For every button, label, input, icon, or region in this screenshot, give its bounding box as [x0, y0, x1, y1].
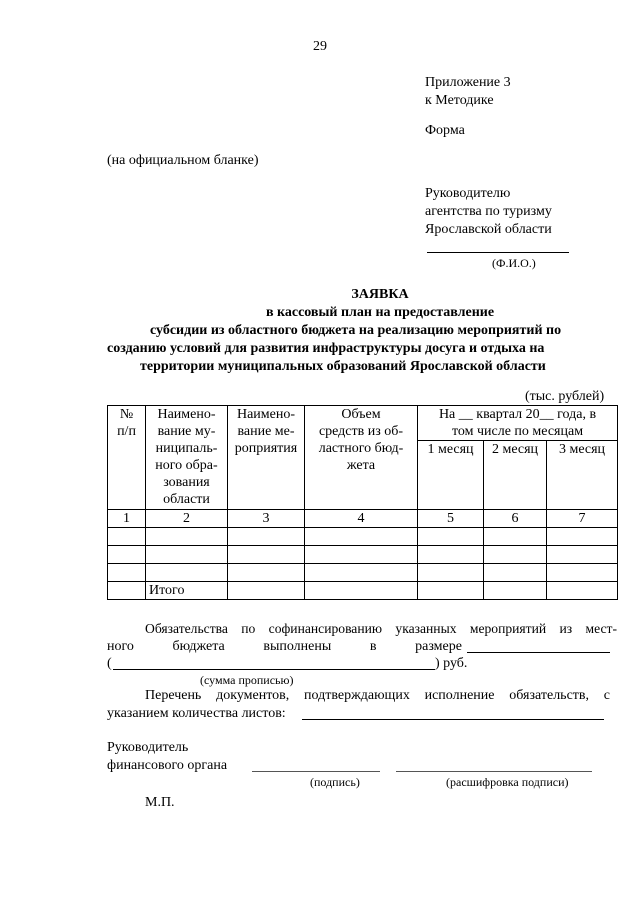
obligations-word: бюджета — [172, 639, 225, 654]
signature-title-line1: Руководитель — [107, 740, 189, 755]
page-number: 29 — [313, 39, 327, 54]
documents-line1: Перечень документов, подтверждающих исполнение обязательств, с — [145, 688, 610, 703]
signature-decode-caption: (расшифровка подписи) — [446, 775, 569, 789]
table-cell[interactable] — [146, 546, 228, 564]
document-heading: ЗАЯВКА — [351, 287, 409, 302]
table-cell[interactable] — [484, 564, 547, 582]
column-number: 5 — [418, 510, 484, 528]
column-number: 1 — [108, 510, 146, 528]
appendix-line2: к Методике — [425, 93, 494, 108]
addressee-line2: агентства по туризму — [425, 204, 552, 219]
signature-line[interactable] — [252, 771, 380, 772]
table-cell[interactable] — [484, 528, 547, 546]
table-cell[interactable] — [108, 528, 146, 546]
obligations-word: в — [369, 639, 377, 654]
title-line2: субсидии из областного бюджета на реализацию мероприятий по — [150, 323, 562, 338]
appendix-line1: Приложение 3 — [425, 75, 511, 90]
signature-caption: (подпись) — [310, 775, 360, 789]
amount-currency: ) руб. — [435, 656, 468, 671]
table-cell[interactable] — [305, 528, 418, 546]
column-number: 2 — [146, 510, 228, 528]
table-cell[interactable] — [418, 546, 484, 564]
table-row — [108, 528, 618, 546]
units-label: (тыс. рублей) — [525, 389, 605, 404]
table-cell[interactable] — [108, 564, 146, 582]
table-cell[interactable] — [228, 528, 305, 546]
table-cell[interactable] — [146, 564, 228, 582]
header-quarter: На __ квартал 20__ года, в том числе по месяцам — [418, 406, 618, 441]
header-number: № п/п — [108, 406, 146, 510]
obligations-word: ного — [107, 639, 134, 654]
table-cell[interactable] — [305, 582, 418, 600]
table-row — [108, 564, 618, 582]
header-month2: 2 месяц — [484, 441, 547, 510]
addressee-line3: Ярославской области — [425, 222, 552, 237]
stamp-label: М.П. — [145, 795, 175, 810]
documents-line2: указанием количества листов: — [107, 706, 286, 721]
obligations-word: размере — [415, 639, 462, 654]
title-line1: в кассовый план на предоставление — [265, 305, 495, 320]
header-month3: 3 месяц — [547, 441, 618, 510]
obligations-line2 — [107, 638, 462, 656]
table-cell[interactable] — [228, 546, 305, 564]
documents-blank[interactable] — [302, 719, 604, 720]
table-cell[interactable] — [547, 582, 618, 600]
header-event: Наимено- вание ме- роприятия — [228, 406, 305, 510]
obligations-line1: Обязательства по софинансированию указанных мероприятий из мест- — [145, 621, 617, 636]
table-cell[interactable] — [146, 528, 228, 546]
signature-title-line2: финансового органа — [107, 758, 228, 773]
header-month1: 1 месяц — [418, 441, 484, 510]
table-cell[interactable] — [108, 582, 146, 600]
table-cell[interactable] — [418, 564, 484, 582]
table-cell[interactable] — [484, 546, 547, 564]
fio-caption: (Ф.И.О.) — [492, 256, 536, 270]
table-cell[interactable] — [547, 546, 618, 564]
column-numbers-row — [108, 510, 618, 528]
table-cell[interactable] — [228, 564, 305, 582]
column-number: 7 — [547, 510, 618, 528]
table-cell[interactable] — [547, 564, 618, 582]
header-municipality: Наимено- вание му- ниципаль- ного обра- зования области — [146, 406, 228, 510]
column-number: 3 — [228, 510, 305, 528]
form-label: Форма — [425, 123, 465, 138]
table-cell[interactable] — [418, 528, 484, 546]
table-cell[interactable] — [305, 564, 418, 582]
amount-words-blank[interactable] — [113, 669, 435, 670]
table-cell[interactable] — [108, 546, 146, 564]
amount-blank[interactable] — [467, 652, 610, 653]
title-line3: созданию условий для развития инфраструктуры досуга и отдыха на — [107, 341, 545, 356]
table-cell[interactable] — [484, 582, 547, 600]
total-row — [108, 582, 618, 600]
fio-line — [427, 252, 569, 253]
application-table — [107, 405, 618, 600]
column-number: 6 — [484, 510, 547, 528]
column-number: 4 — [305, 510, 418, 528]
table-cell[interactable] — [547, 528, 618, 546]
official-blank-note: (на официальном бланке) — [107, 153, 259, 168]
addressee-line1: Руководителю — [425, 186, 511, 201]
amount-caption: (сумма прописью) — [200, 673, 294, 687]
obligations-word: выполнены — [263, 639, 332, 654]
title-line4: территории муниципальных образований Ярославской области — [140, 359, 546, 374]
table-cell[interactable] — [418, 582, 484, 600]
table-cell[interactable] — [305, 546, 418, 564]
amount-open-paren: ( — [107, 656, 112, 671]
header-volume: Объем средств из об- ластного бюд- жета — [305, 406, 418, 510]
table-row — [108, 546, 618, 564]
signature-decode-line[interactable] — [396, 771, 592, 772]
total-label: Итого — [146, 582, 228, 600]
table-cell[interactable] — [228, 582, 305, 600]
